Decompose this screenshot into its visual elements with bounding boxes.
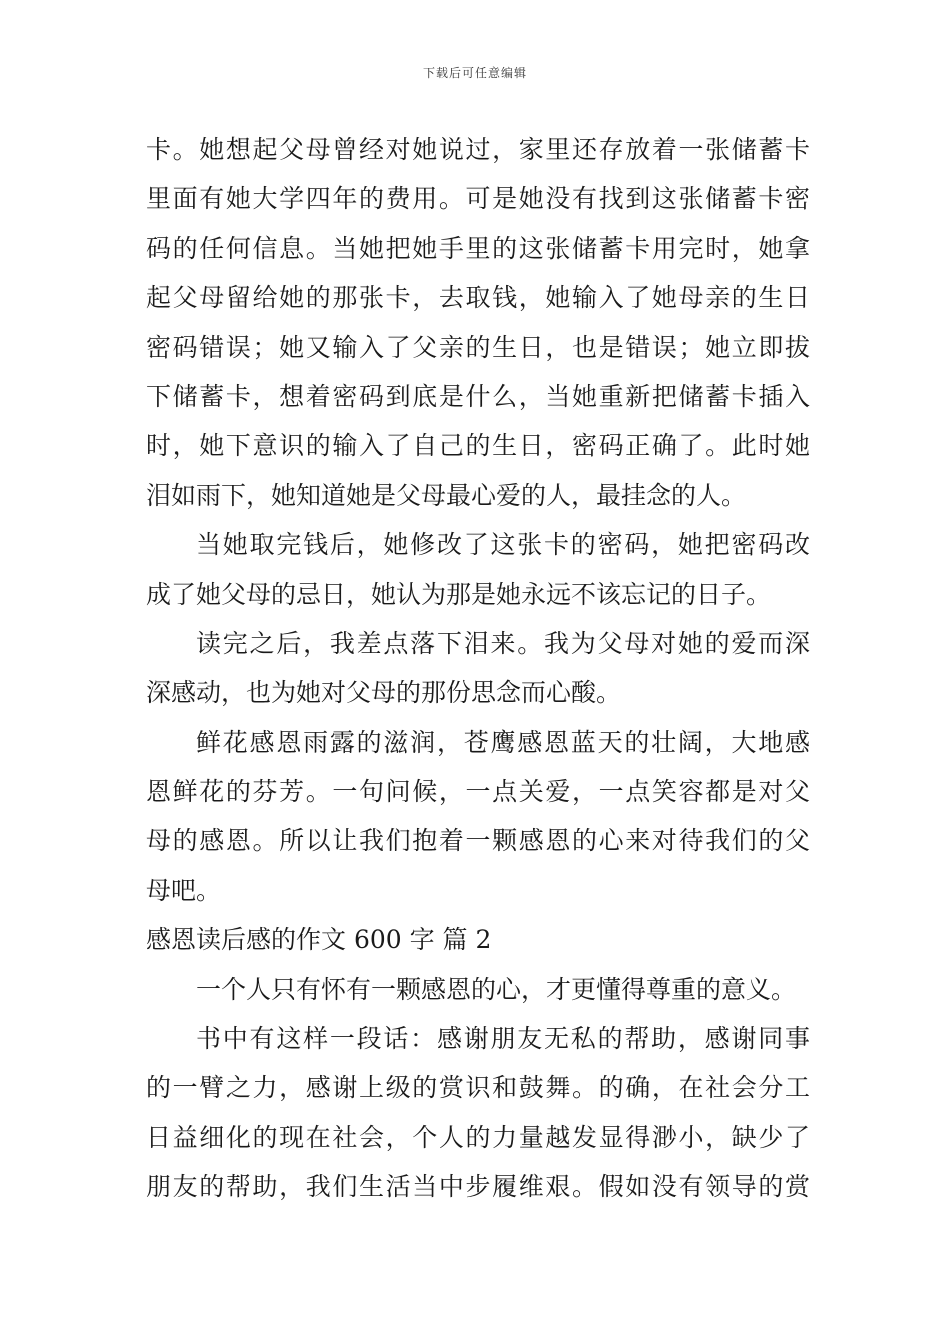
page-header: 下载后可任意编辑 bbox=[422, 66, 527, 80]
text-line: 泪如雨下，她知道她是父母最心爱的人，最挂念的人。 bbox=[146, 480, 747, 510]
text-line: 起父母留给她的那张卡，去取钱，她输入了她母亲的生日 bbox=[146, 283, 810, 313]
text-line: 里面有她大学四年的费用。可是她没有找到这张储蓄卡密 bbox=[146, 184, 810, 214]
text-line: 的一臂之力，感谢上级的赏识和鼓舞。的确，在社会分工 bbox=[146, 1073, 810, 1103]
text-line: 密码错误；她又输入了父亲的生日，也是错误；她立即拔 bbox=[146, 332, 810, 362]
text-line: 当她取完钱后，她修改了这张卡的密码，她把密码改 bbox=[196, 530, 810, 560]
section-heading: 感恩读后感的作文 600 字 篇 2 bbox=[146, 925, 492, 955]
text-line: 码的任何信息。当她把她手里的这张储蓄卡用完时，她拿 bbox=[146, 233, 810, 263]
text-line: 鲜花感恩雨露的滋润，苍鹰感恩蓝天的壮阔，大地感 bbox=[196, 727, 810, 757]
text-line: 读完之后，我差点落下泪来。我为父母对她的爱而深 bbox=[196, 628, 810, 658]
text-line: 朋友的帮助，我们生活当中步履维艰。假如没有领导的赏 bbox=[146, 1172, 810, 1202]
text-line: 母吧。 bbox=[146, 875, 222, 905]
text-line: 下储蓄卡，想着密码到底是什么，当她重新把储蓄卡插入 bbox=[146, 381, 810, 411]
text-line: 深感动，也为她对父母的那份思念而心酸。 bbox=[146, 678, 622, 708]
document-body bbox=[146, 125, 810, 1212]
text-line: 一个人只有怀有一颗感恩的心，才更懂得尊重的意义。 bbox=[196, 974, 797, 1004]
text-line: 时，她下意识的输入了自己的生日，密码正确了。此时她 bbox=[146, 431, 810, 461]
text-line: 母的感恩。所以让我们抱着一颗感恩的心来对待我们的父 bbox=[146, 826, 810, 856]
text-line: 成了她父母的忌日，她认为那是她永远不该忘记的日子。 bbox=[146, 579, 772, 609]
text-line: 卡。她想起父母曾经对她说过，家里还存放着一张储蓄卡 bbox=[146, 135, 810, 164]
text-line: 日益细化的现在社会，个人的力量越发显得渺小，缺少了 bbox=[146, 1122, 810, 1152]
text-line: 书中有这样一段话：感谢朋友无私的帮助，感谢同事 bbox=[196, 1024, 810, 1054]
text-line: 恩鲜花的芬芳。一句问候，一点关爱，一点笑容都是对父 bbox=[146, 777, 810, 807]
